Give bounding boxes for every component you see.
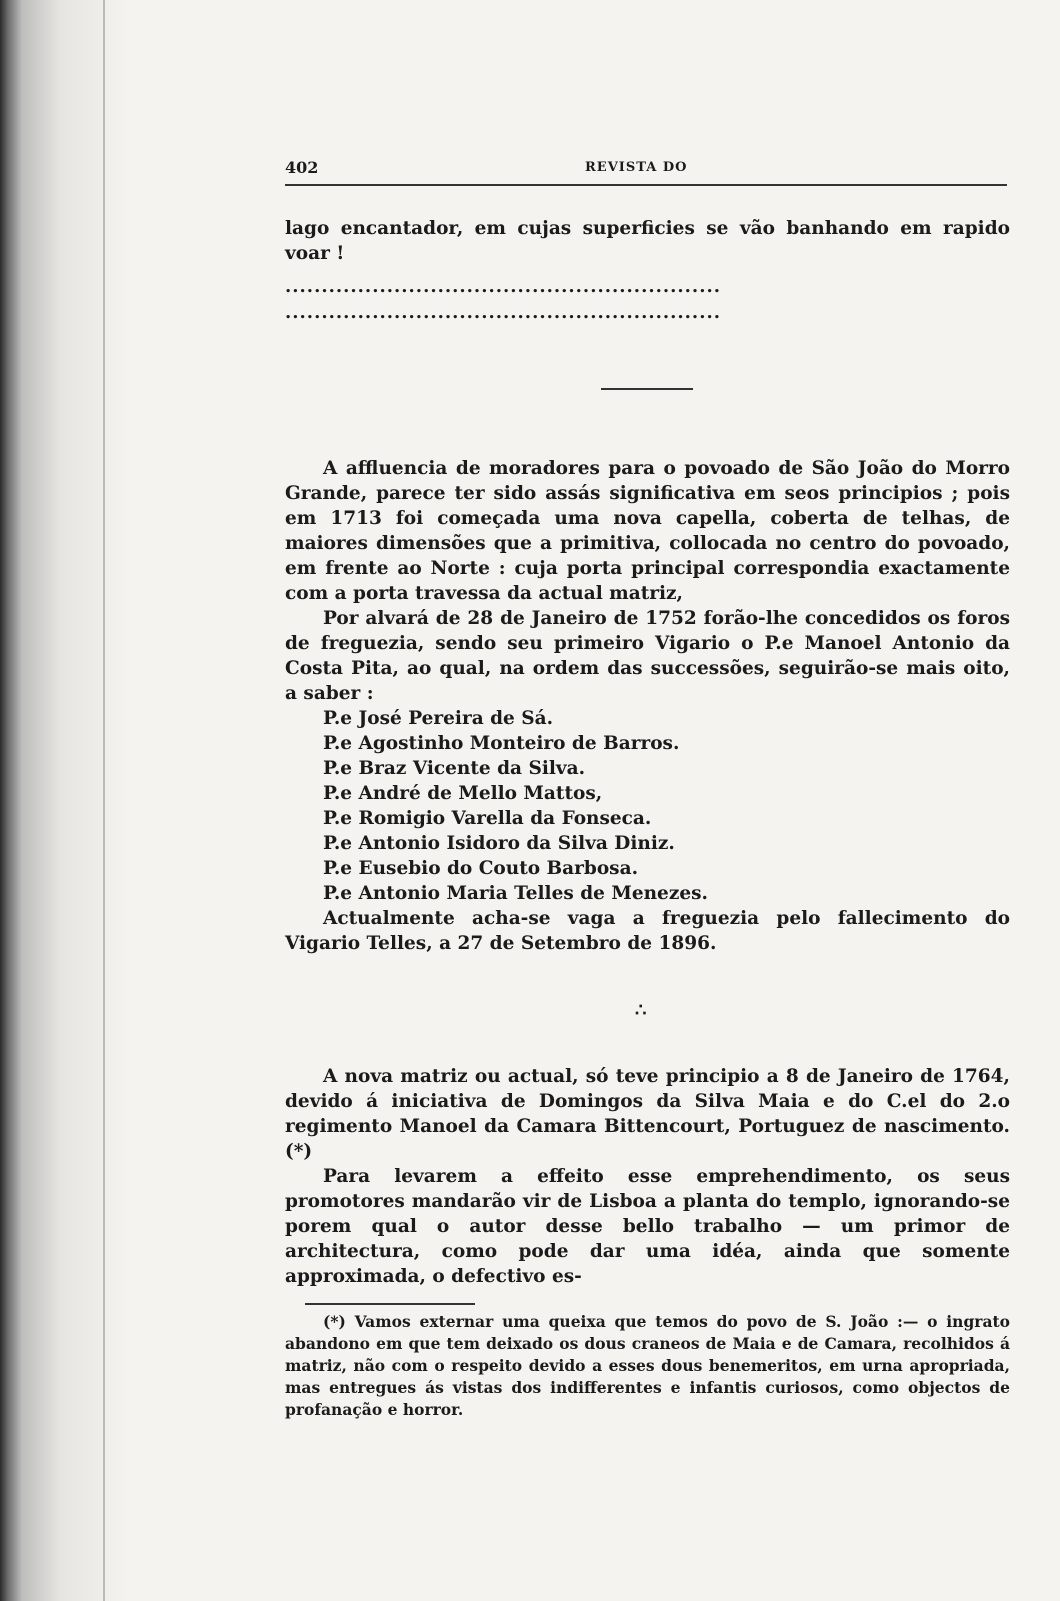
running-head: REVISTA DO bbox=[585, 160, 688, 175]
list-item: P.e André de Mello Mattos, bbox=[323, 783, 603, 804]
paragraph-actualmente: Actualmente acha-se vaga a freguezia pelo fallecimento do Vigario Telles, a 27 de Setembro de 1896. bbox=[285, 908, 1010, 954]
paragraph-nova-matriz: A nova matriz ou actual, só teve principio a 8 de Janeiro de 1764, devido á iniciativa de Domingos da Silva Maia e do C.el do 2.o regimento Manoel da Camara Bittencourt, Portuguez de nascimento. (*) bbox=[285, 1066, 1010, 1162]
paragraph-lago: lago encantador, em cujas superficies se vão banhando em rapido voar ! bbox=[285, 218, 1010, 264]
list-item: P.e Eusebio do Couto Barbosa. bbox=[323, 858, 639, 879]
list-item: P.e Antonio Maria Telles de Menezes. bbox=[323, 883, 708, 904]
book-page bbox=[285, 150, 1010, 1421]
section-separator bbox=[601, 388, 693, 390]
list-item: P.e José Pereira de Sá. bbox=[323, 708, 554, 729]
paragraph-planta: Para levarem a effeito esse emprehendimento, os seus promotores mandarão vir de Lisboa a planta do templo, ignorando-se porem qual o autor desse bello trabalho — um primor de architectura, como pode dar uma idéa, ainda que somente approximada, o defectivo es- bbox=[285, 1166, 1010, 1287]
ellipsis-line-1: ............................................................ bbox=[285, 276, 721, 297]
vicar-list bbox=[285, 706, 1010, 906]
list-item: P.e Romigio Varella da Fonseca. bbox=[323, 808, 652, 829]
page-header bbox=[285, 150, 1010, 180]
header-rule bbox=[285, 184, 1007, 186]
ellipsis-line-2: ............................................................ bbox=[285, 302, 721, 323]
footnote-rule bbox=[305, 1303, 475, 1305]
book-binding-shadow bbox=[0, 0, 130, 1601]
paragraph-alvara: Por alvará de 28 de Janeiro de 1752 forão-lhe concedidos os foros de freguezia, sendo seu primeiro Vigario o P.e Manoel Antonio da Costa Pita, ao qual, na ordem das successões, seguirão-se mais oito, a saber : bbox=[285, 608, 1010, 704]
list-item: P.e Antonio Isidoro da Silva Diniz. bbox=[323, 833, 675, 854]
paragraph-affluencia: A affluencia de moradores para o povoado de São João do Morro Grande, parece ter sido assás significativa em seos principios ; pois em 1713 foi começada uma nova capella, coberta de telhas, de maiores dimensões que a primitiva, collocada no centro do povoado, em frente ao Norte : cuja porta principal correspondia exactamente com a porta travessa da actual matriz, bbox=[285, 458, 1010, 604]
asterism-divider: ∴ bbox=[635, 1000, 647, 1021]
list-item: P.e Agostinho Monteiro de Barros. bbox=[323, 733, 680, 754]
footnote: (*) Vamos externar uma queixa que temos do povo de S. João :— o ingrato abandono em que tem deixado os dous craneos de Maia e de Camara, recolhidos á matriz, não com o respeito devido a esses dous benemeritos, em urna apropriada, mas entregues ás vistas dos indifferentes e infantis curiosos, como objectos de profanação e horror. bbox=[285, 1312, 1010, 1419]
page-number: 402 bbox=[285, 158, 319, 177]
list-item: P.e Braz Vicente da Silva. bbox=[323, 758, 586, 779]
binding-crease bbox=[103, 0, 105, 1601]
